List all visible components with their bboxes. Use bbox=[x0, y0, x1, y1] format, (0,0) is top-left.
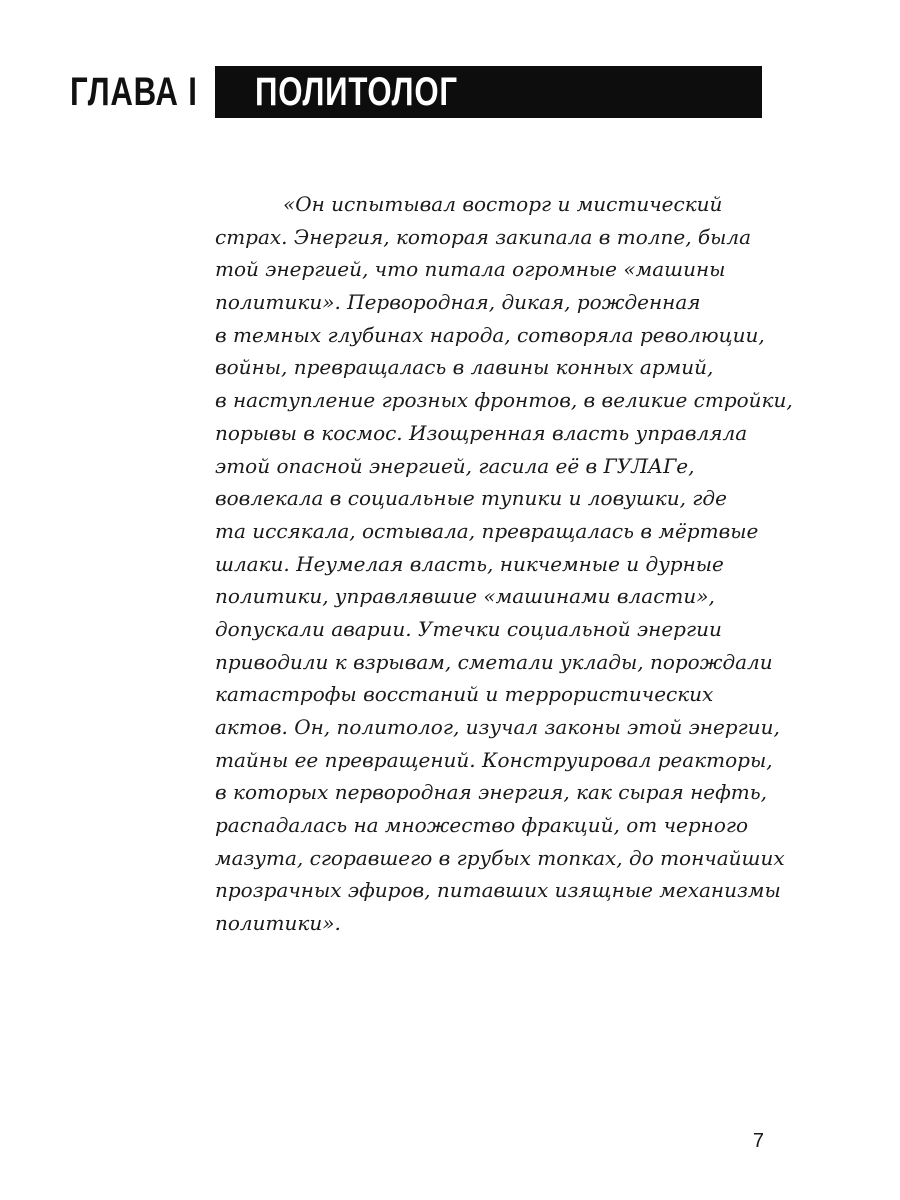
text-line: той энергией, что питала огромные «машины bbox=[215, 257, 726, 282]
text-line: этой опасной энергией, гасила её в ГУЛАГе, bbox=[215, 453, 695, 478]
text-line: политики, управлявшие «машинами власти», bbox=[215, 584, 715, 609]
text-line: катастрофы восстаний и террористических bbox=[215, 682, 714, 707]
text-line: приводили к взрывам, сметали уклады, порождали bbox=[215, 649, 773, 674]
text-line: актов. Он, политолог, изучал законы этой энергии, bbox=[215, 715, 780, 739]
text-line: в темных глубинах народа, сотворяла революции, bbox=[215, 322, 765, 347]
chapter-epigraph-text bbox=[215, 188, 793, 940]
text-line: допускали аварии. Утечки социальной энергии bbox=[215, 616, 722, 641]
chapter-header bbox=[70, 66, 762, 118]
text-line: распадалась на множество фракций, от черного bbox=[215, 813, 749, 838]
page-number: 7 bbox=[752, 1130, 764, 1152]
text-line: прозрачных эфиров, питавших изящные механизмы bbox=[215, 878, 781, 903]
text-line: вовлекала в социальные тупики и ловушки, где bbox=[215, 486, 727, 511]
text-line: войны, превращалась в лавины конных армий, bbox=[215, 355, 714, 380]
text-line: порывы в космос. Изощренная власть управляла bbox=[215, 420, 748, 445]
chapter-title: ПОЛИТОЛОГ bbox=[255, 70, 458, 114]
text-line: страх. Энергия, которая закипала в толпе, была bbox=[215, 224, 752, 249]
text-line: «Он испытывал восторг и мистический bbox=[283, 192, 723, 216]
text-line: в наступление грозных фронтов, в великие стройки, bbox=[215, 388, 793, 413]
text-line: мазута, сгоравшего в грубых топках, до тончайших bbox=[215, 845, 785, 870]
text-line: в которых первородная энергия, как сырая нефть, bbox=[215, 780, 767, 805]
text-line: шлаки. Неумелая власть, никчемные и дурные bbox=[215, 551, 724, 576]
chapter-title-bar bbox=[215, 66, 762, 118]
text-line: политики». bbox=[215, 911, 341, 936]
text-line: та иссякала, остывала, превращалась в мёртвые bbox=[215, 518, 759, 543]
text-line: тайны ее превращений. Конструировал реакторы, bbox=[215, 747, 773, 772]
chapter-label: ГЛАВА I bbox=[70, 70, 198, 114]
text-line: политики». Первородная, дикая, рожденная bbox=[215, 290, 701, 315]
